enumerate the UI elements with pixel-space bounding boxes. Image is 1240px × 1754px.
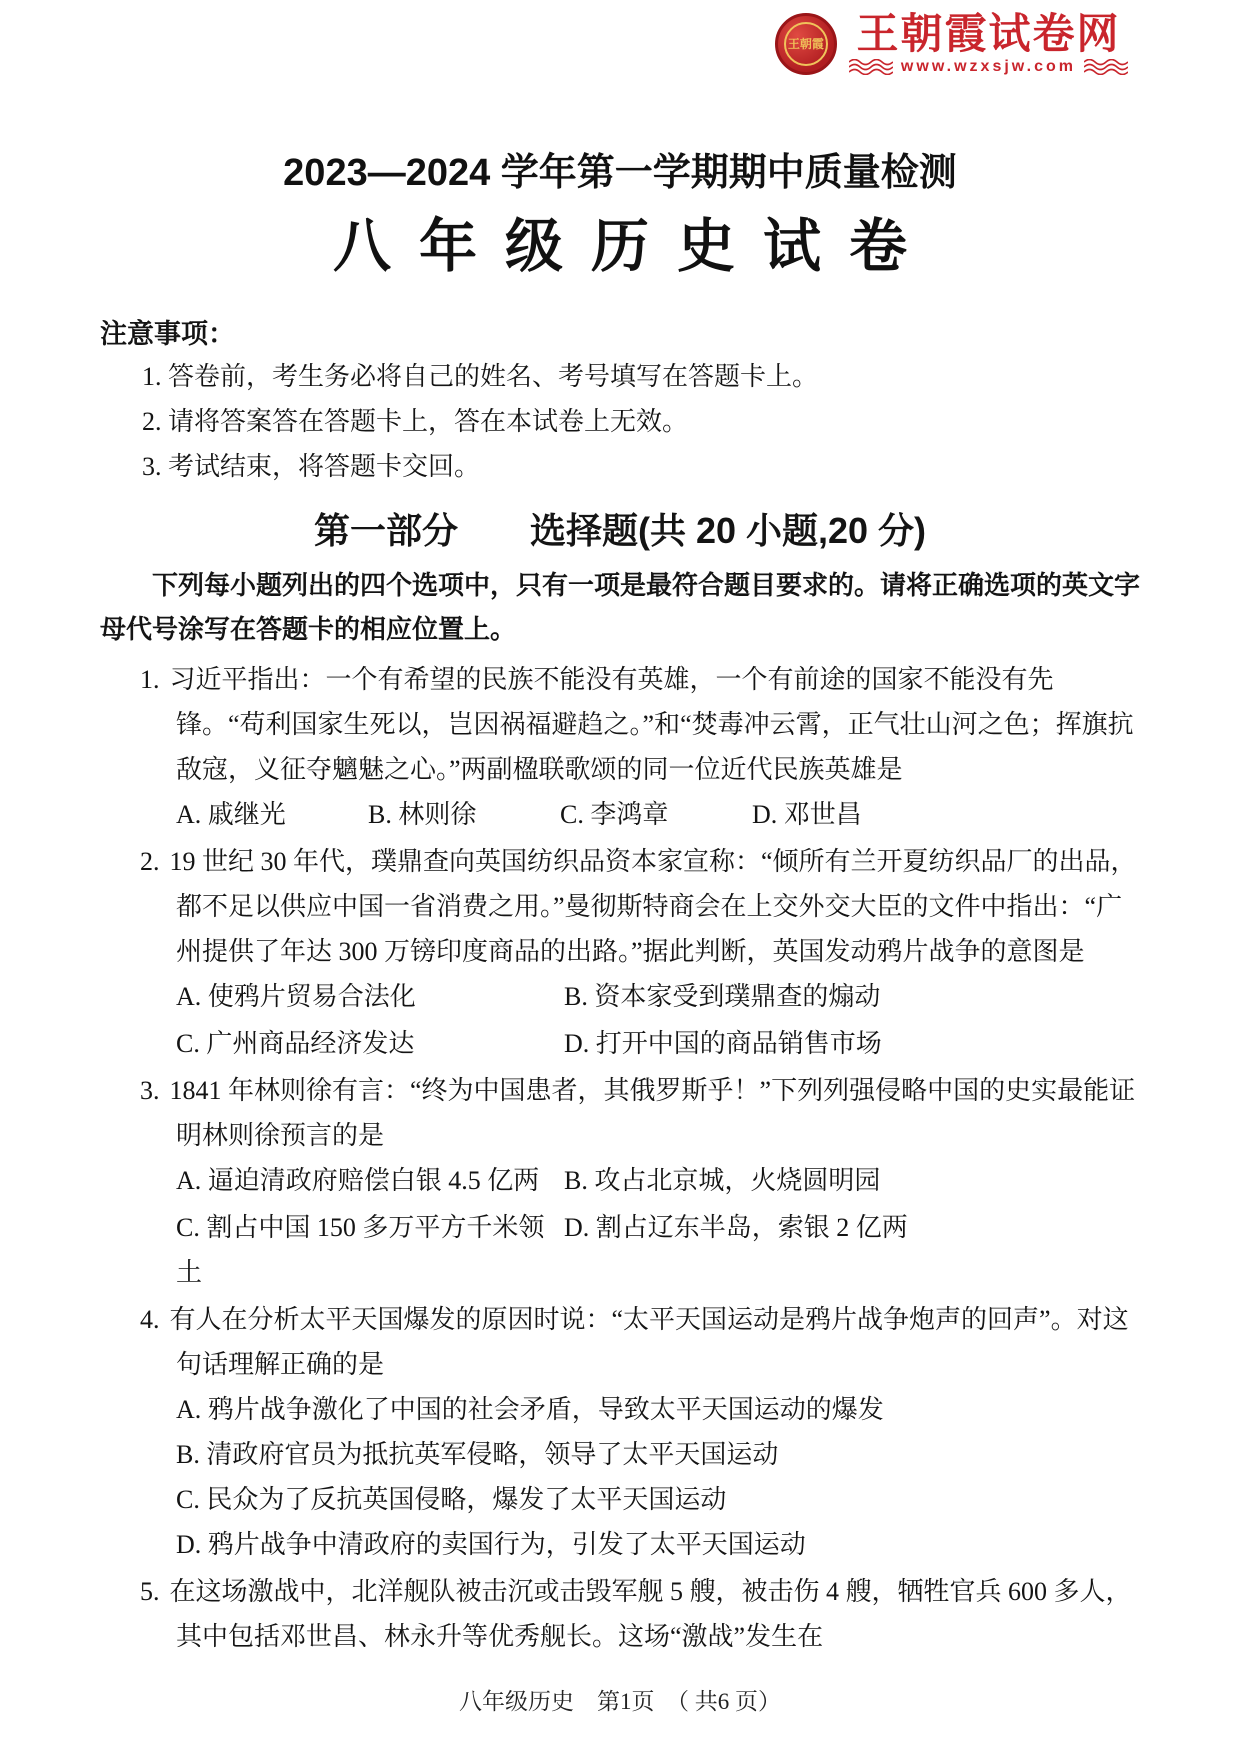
question-stem — [140, 839, 1140, 974]
option: C. 李鸿章 — [560, 800, 669, 829]
question-4 — [140, 1297, 1140, 1567]
question-number: 3. — [140, 1076, 160, 1105]
question-stem-text: 习近平指出：一个有希望的民族不能没有英雄，一个有前途的国家不能没有先锋。“苟利国家生死以，岂因祸福避趋之。”和“焚毒冲云霄，正气壮山河之色；挥旗抗敌寇，义征夺魑魅之心。”两副楹联歌颂的同一位近代民族英雄是 — [169, 665, 1134, 784]
question-number: 1. — [140, 665, 160, 694]
question-stem-text: 19 世纪 30 年代，璞鼎查向英国纺织品资本家宣称：“倾所有兰开夏纺织品厂的出品，都不足以供应中国一省消费之用。”曼彻斯特商会在上交外交大臣的文件中指出：“广州提供了年达 300 万镑印度商品的出路。”据此判断，英国发动鸦片战争的意图是 — [169, 847, 1137, 966]
option: A. 鸦片战争激化了中国的社会矛盾，导致太平天国运动的爆发 — [176, 1395, 884, 1424]
exam-subtitle: 八年级历史试卷 — [332, 214, 935, 279]
question-list — [100, 655, 1140, 1659]
notice-heading: 注意事项： — [100, 319, 235, 349]
question-number: 2. — [140, 847, 160, 876]
question-5 — [140, 1569, 1140, 1659]
notice-block — [100, 314, 1140, 489]
wave-right-icon — [1084, 59, 1128, 75]
option: D. 邓世昌 — [752, 800, 862, 829]
notice-item: 2. 请将答案答在答题卡上，答在本试卷上无效。 — [142, 407, 689, 436]
brand-url: www.wzxsjw.com — [900, 58, 1076, 75]
option: B. 清政府官员为抵抗英军侵略，领导了太平天国运动 — [176, 1440, 779, 1469]
brand-logo — [775, 12, 1128, 76]
question-stem-text: 有人在分析太平天国爆发的原因时说：“太平天国运动是鸦片战争炮声的回声”。对这句话理解正确的是 — [169, 1305, 1129, 1379]
question-stem-text: 在这场激战中，北洋舰队被击沉或击毁军舰 5 艘，被击伤 4 艘，牺牲官兵 600 多人，其中包括邓世昌、林永升等优秀舰长。这场“激战”发生在 — [169, 1577, 1132, 1651]
question-stem — [140, 1569, 1140, 1659]
question-stem — [140, 657, 1140, 792]
option: B. 攻占北京城，火烧圆明园 — [564, 1166, 881, 1195]
brand-seal-text: 王朝霞 — [784, 22, 828, 66]
question-stem — [140, 1068, 1140, 1158]
wave-left-icon — [849, 59, 893, 75]
question-2 — [140, 839, 1140, 1066]
notice-item: 3. 考试结束，将答题卡交回。 — [142, 452, 481, 481]
brand-url-row — [849, 58, 1128, 76]
section-intro: 下列每小题列出的四个选项中，只有一项是最符合题目要求的。请将正确选项的英文字母代号涂写在答题卡的相应位置上。 — [100, 570, 1141, 644]
question-options — [140, 974, 1140, 1066]
brand-name: 王朝霞试卷网 — [856, 10, 1121, 57]
brand-seal-icon — [775, 13, 837, 75]
question-stem-text: 1841 年林则徐有言：“终为中国患者，其俄罗斯乎！”下列列强侵略中国的史实最能证明林则徐预言的是 — [169, 1076, 1136, 1150]
option: B. 林则徐 — [368, 800, 477, 829]
option: A. 使鸦片贸易合法化 — [176, 982, 416, 1011]
option: A. 逼迫清政府赔偿白银 4.5 亿两 — [176, 1166, 540, 1195]
question-options — [140, 1158, 1140, 1295]
option: C. 广州商品经济发达 — [176, 1029, 415, 1058]
question-3 — [140, 1068, 1140, 1295]
question-number: 4. — [140, 1305, 160, 1334]
question-stem — [140, 1297, 1140, 1387]
notice-item: 1. 答卷前，考生务必将自己的姓名、考号填写在答题卡上。 — [142, 362, 819, 391]
page-footer: 八年级历史 第1页 （ 共6 页） — [459, 1689, 781, 1714]
option: C. 民众为了反抗英国侵略，爆发了太平天国运动 — [176, 1485, 727, 1514]
brand-text — [849, 12, 1128, 76]
question-number: 5. — [140, 1577, 160, 1606]
option: D. 鸦片战争中清政府的卖国行为，引发了太平天国运动 — [176, 1530, 806, 1559]
exam-title: 2023—2024 学年第一学期期中质量检测 — [283, 152, 957, 194]
option: A. 戚继光 — [176, 800, 286, 829]
question-options — [140, 792, 1140, 837]
question-1 — [140, 657, 1140, 837]
section-title: 第一部分 选择题(共 20 小题,20 分) — [313, 510, 927, 551]
option: D. 割占辽东半岛，索银 2 亿两 — [564, 1213, 908, 1242]
option: C. 割占中国 150 多万平方千米领土 — [176, 1213, 545, 1287]
option: D. 打开中国的商品销售市场 — [564, 1029, 882, 1058]
option: B. 资本家受到璞鼎查的煽动 — [564, 982, 881, 1011]
question-options — [140, 1387, 1140, 1567]
